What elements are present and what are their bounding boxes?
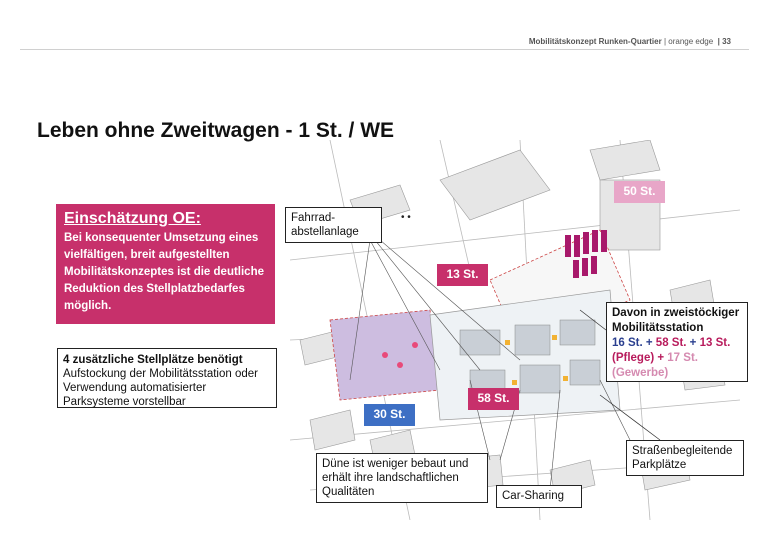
- note-heading: 4 zusätzliche Stellplätze benötigt: [63, 354, 243, 366]
- badge-13-spaces: 13 St.: [437, 264, 488, 286]
- mobility-plus-2: +: [686, 337, 700, 349]
- header-divider: [20, 49, 749, 50]
- badge-50-spaces: 50 St.: [614, 181, 665, 203]
- callout-dune-text: Düne ist weniger bebaut und erhält ihre landschaftlichen Qualitäten: [322, 458, 469, 498]
- callout-car-sharing-text: Car-Sharing: [502, 490, 564, 502]
- assessment-body: Bei konsequenter Umsetzung eines vielfältigen, breit aufgestellten Mobilitätskonzeptes ist die deutliche Reduktion des Stellplatzbedarfes möglich.: [64, 232, 265, 312]
- assessment-box: [56, 204, 275, 324]
- header-company: | orange edge: [663, 37, 714, 46]
- header-project: Mobilitätskonzept Runken-Quartier: [528, 37, 662, 46]
- mobility-heading: Davon in zweistöckiger Mobilitätsstation: [612, 307, 740, 334]
- callout-street-parking-text: Straßenbegleitende Parkplätze: [632, 445, 733, 471]
- callout-dune: [316, 453, 488, 503]
- assessment-heading: Einschätzung OE:: [64, 210, 201, 227]
- badge-30-spaces: 30 St.: [364, 404, 415, 426]
- mobility-plus-3: +: [654, 352, 668, 364]
- mobility-part-16: 16 St.: [612, 337, 643, 349]
- mobility-part-13: 13 St. (Pflege): [612, 337, 731, 364]
- mobility-part-17: 17 St. (Gewerbe): [612, 352, 698, 379]
- callout-bike-parking: [285, 207, 382, 243]
- note-body: Aufstockung der Mobilitätsstation oder Verwendung automatisierter Parksysteme vorstellbar: [63, 368, 258, 408]
- mobility-station-box: [606, 302, 748, 382]
- note-box: [57, 348, 277, 408]
- callout-bike-parking-text: Fahrrad-abstellanlage: [291, 212, 359, 238]
- decorative-dots: • •: [401, 212, 411, 223]
- callout-street-parking: [626, 440, 744, 476]
- badge-58-spaces: 58 St.: [468, 388, 519, 410]
- mobility-part-58: 58 St.: [655, 337, 687, 349]
- slide-header: [529, 37, 731, 46]
- header-page: | 33: [717, 37, 731, 46]
- mobility-plus-1: +: [642, 337, 656, 349]
- callout-car-sharing: [496, 485, 582, 508]
- page-title: Leben ohne Zweitwagen - 1 St. / WE: [37, 119, 395, 142]
